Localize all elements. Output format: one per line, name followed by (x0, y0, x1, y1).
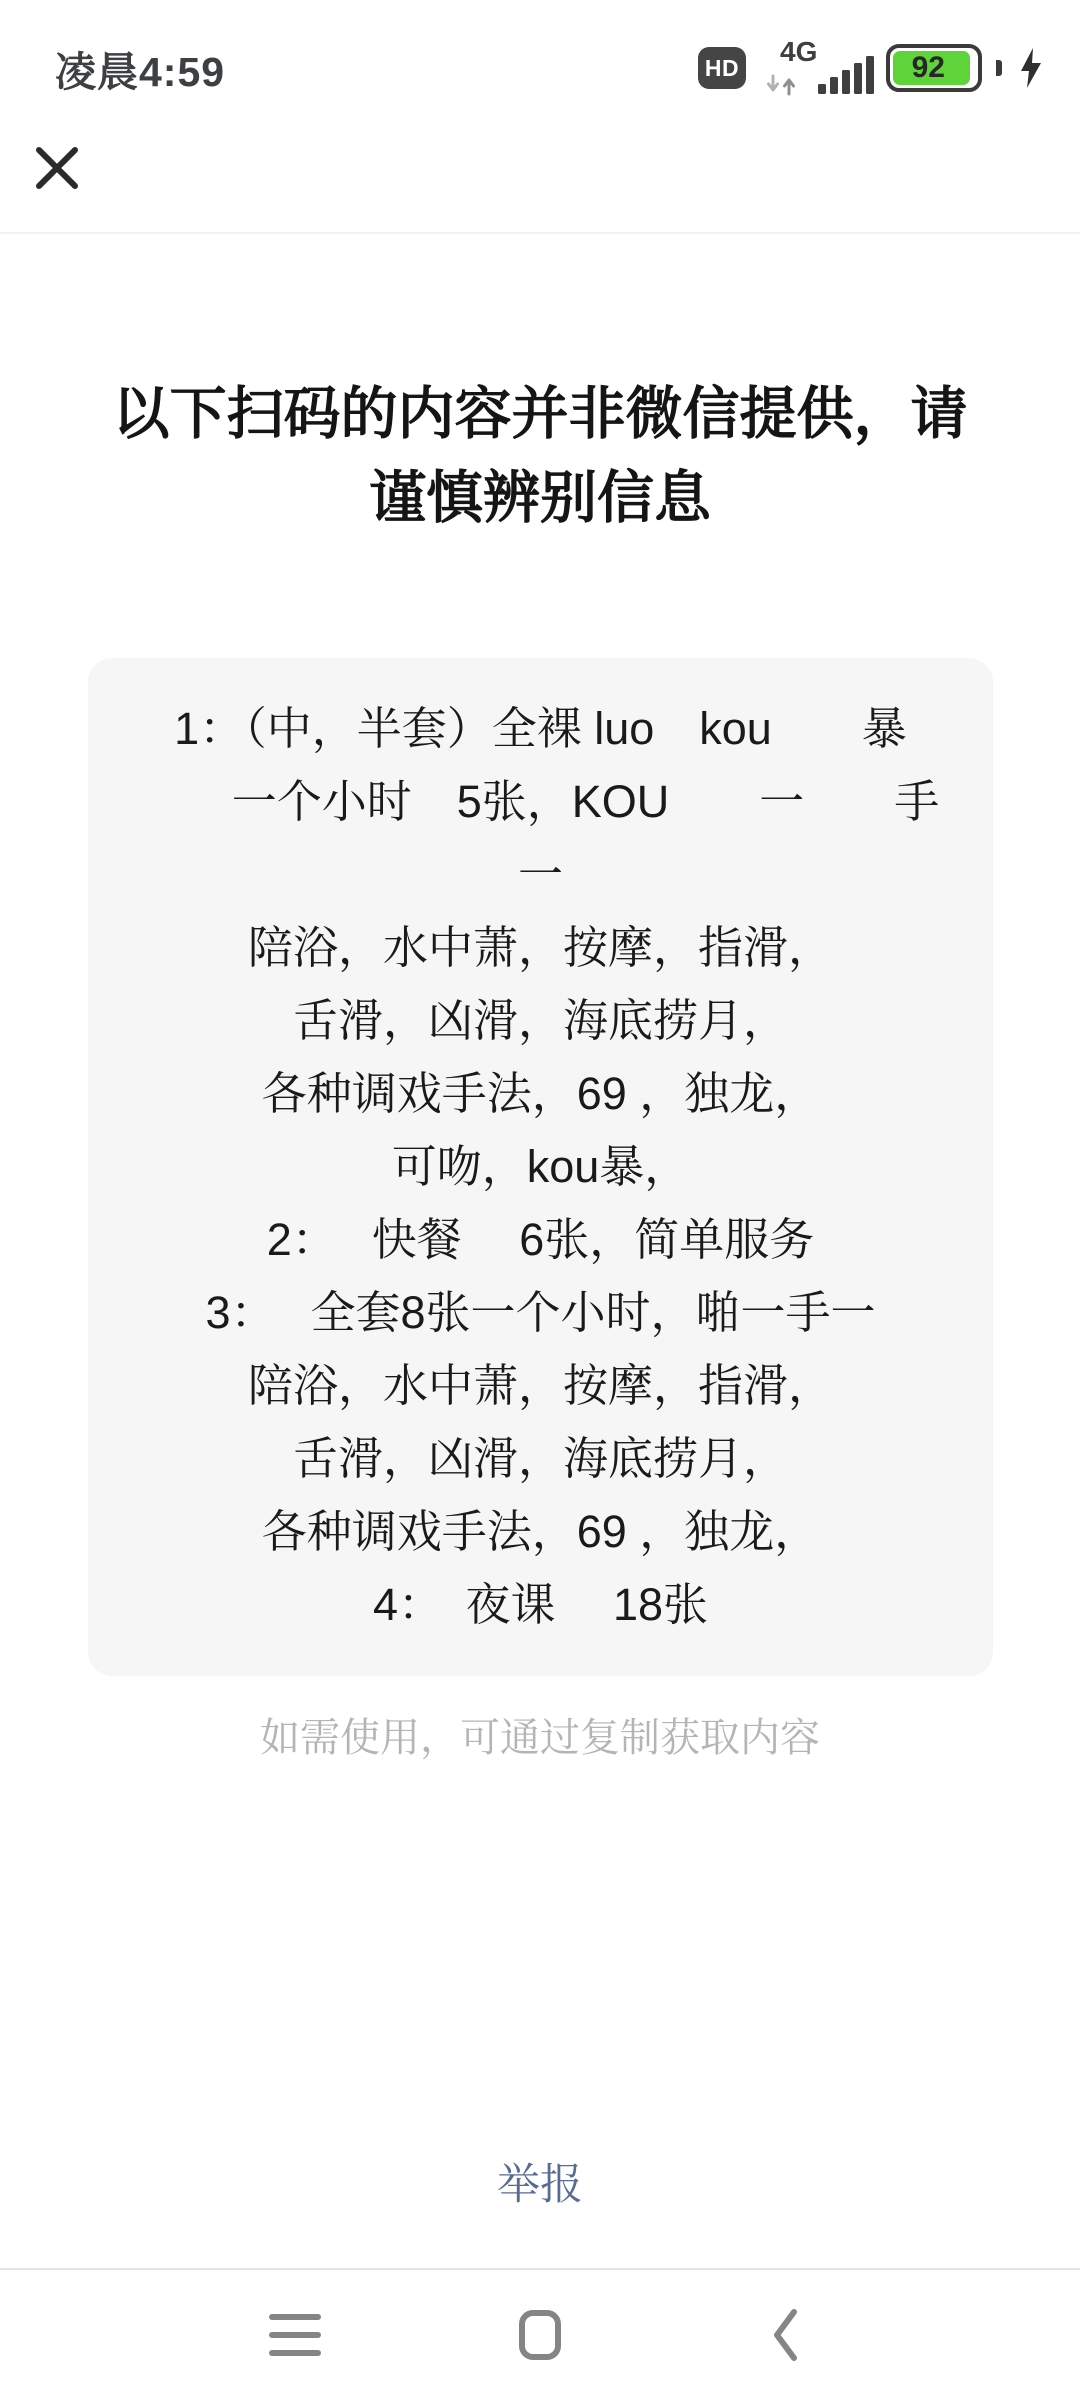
copy-hint-text: 如需使用，可通过复制获取内容 (260, 1716, 820, 1760)
content-line: 4： 夜课 18张 (372, 1579, 709, 1630)
charging-bolt-icon (1018, 47, 1044, 89)
close-icon (35, 146, 79, 190)
content-line: 一 (517, 849, 563, 900)
battery-icon (886, 44, 982, 92)
clock-label: 凌晨4:59 (55, 48, 226, 95)
content-line: 3： 全套8张一个小时，啪一手一 (205, 1287, 876, 1338)
content-line: 1：（中，半套）全裸 luo kou 暴 (174, 703, 907, 754)
scanned-content-box (88, 658, 993, 1676)
network-type-label: 4G (780, 36, 818, 67)
content-line: 2： 快餐 6张，简单服务 (266, 1214, 815, 1265)
header-divider (0, 232, 1080, 234)
status-bar (0, 30, 1080, 106)
back-button[interactable] (742, 2290, 828, 2380)
battery-percent-label: 92 (911, 51, 945, 84)
home-button[interactable] (497, 2290, 583, 2380)
content-line: 可吻，kou暴， (391, 1141, 690, 1192)
signal-bars-icon (818, 56, 874, 94)
content-line: 舌滑，凶滑，海底捞月， (292, 995, 788, 1046)
recents-button[interactable] (252, 2290, 338, 2380)
close-button[interactable] (26, 138, 88, 200)
content-line: 一个小时 5张，KOU 一 手 (141, 776, 940, 827)
cellular-signal-icon (758, 36, 874, 96)
content-line: 陪浴，水中萧，按摩，指滑， (247, 1360, 833, 1411)
hd-volte-icon: HD (698, 47, 746, 89)
menu-icon (269, 2314, 321, 2356)
system-navbar (0, 2270, 1080, 2400)
content-line: 陪浴，水中萧，按摩，指滑， (247, 922, 833, 973)
home-icon (519, 2310, 561, 2360)
data-activity-arrows-icon (766, 74, 800, 96)
status-icons (698, 36, 1044, 96)
content-line: 各种调戏手法，69 ，独龙， (261, 1068, 820, 1119)
content-line: 舌滑，凶滑，海底捞月， (292, 1433, 788, 1484)
report-button[interactable]: 举报 (0, 2150, 1080, 2213)
scan-warning-title: 以下扫码的内容并非微信提供，请谨慎辨别信息 (112, 382, 968, 530)
back-chevron-icon (770, 2307, 800, 2363)
battery-tip (996, 60, 1002, 76)
content-line: 各种调戏手法，69 ，独龙， (261, 1506, 820, 1557)
